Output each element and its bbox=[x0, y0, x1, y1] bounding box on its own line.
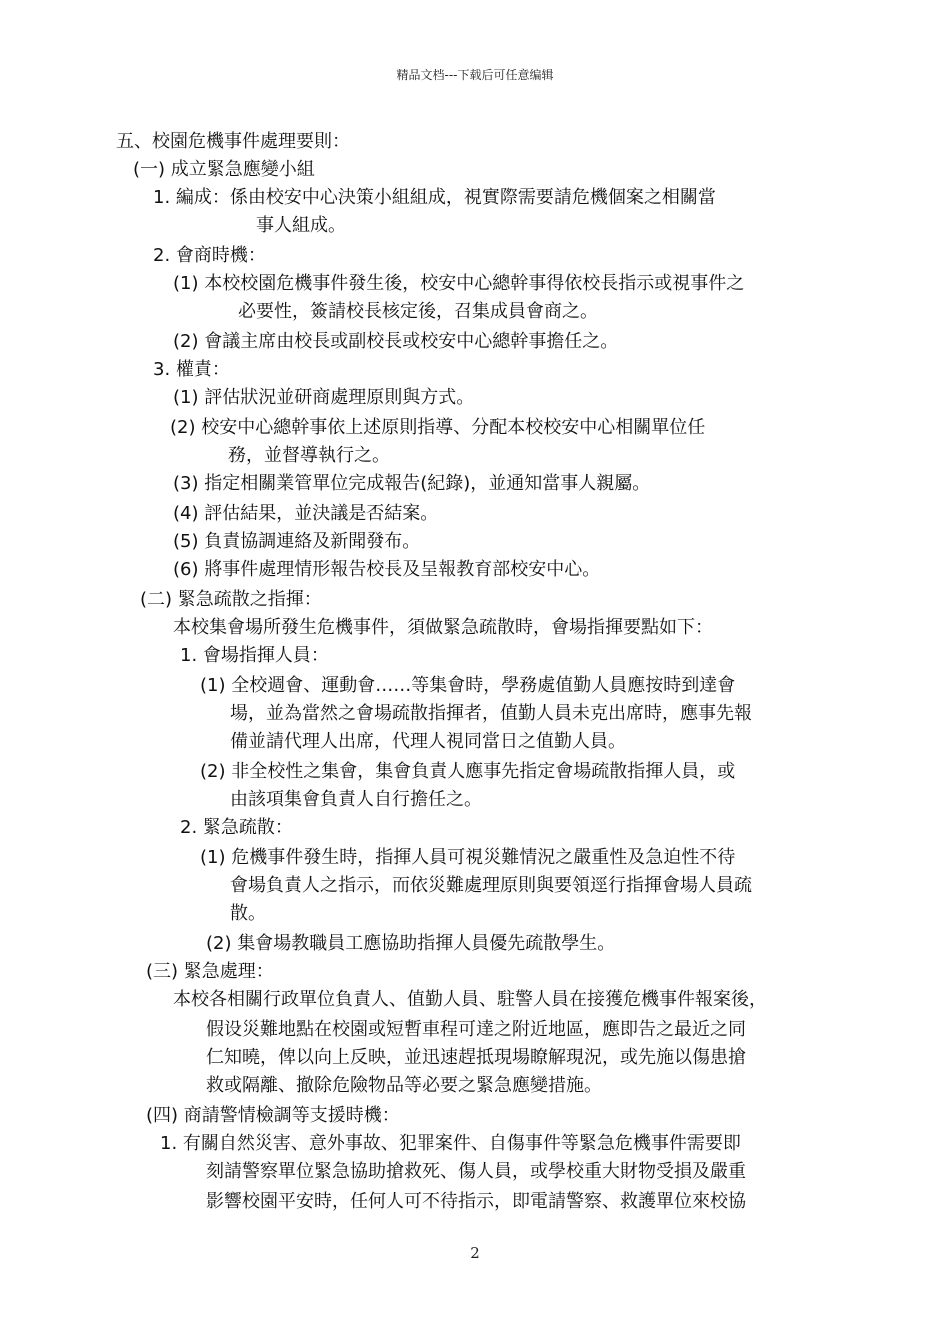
text-line: 備並請代理人出席，代理人視同當日之值勤人員。 bbox=[230, 731, 626, 752]
text-line: (2) 集會場教職員工應協助指揮人員優先疏散學生。 bbox=[206, 933, 616, 954]
text-line: 場，並為當然之會場疏散指揮者，值勤人員未克出席時，應事先報 bbox=[230, 703, 752, 724]
text-line: 本校集會場所發生危機事件，須做緊急疏散時，會場指揮要點如下： bbox=[173, 617, 713, 638]
text-line: (1) 全校週會、運動會……等集會時，學務處值勤人員應按時到達會 bbox=[200, 675, 736, 696]
text-line: 散。 bbox=[230, 903, 266, 924]
text-line: (5) 負責協調連絡及新聞發布。 bbox=[173, 531, 421, 552]
page-header: 精品文档---下载后可任意编辑 bbox=[396, 68, 554, 82]
text-line: 影響校園平安時，任何人可不待指示，即電請警察、救護單位來校協 bbox=[206, 1191, 746, 1212]
text-line: 1. 有關自然災害、意外事故、犯罪案件、自傷事件等緊急危機事件需要即 bbox=[160, 1133, 741, 1154]
text-line: 刻請警察單位緊急協助搶救死、傷人員，或學校重大財物受損及嚴重 bbox=[206, 1161, 746, 1182]
text-line: 1. 編成：係由校安中心決策小組組成，視實際需要請危機個案之相關當 bbox=[153, 187, 716, 208]
text-line: 3. 權責： bbox=[153, 359, 230, 380]
text-line: (6) 將事件處理情形報告校長及呈報教育部校安中心。 bbox=[173, 559, 601, 580]
section-heading: 五、校園危機事件處理要則： bbox=[116, 131, 350, 152]
text-line: 事人組成。 bbox=[256, 215, 346, 236]
text-line: (3) 指定相關業管單位完成報告(紀錄)，並通知當事人親屬。 bbox=[173, 473, 651, 494]
text-line: (2) 校安中心總幹事依上述原則指導、分配本校校安中心相關單位任 bbox=[170, 417, 706, 438]
text-line: 由該項集會負責人自行擔任之。 bbox=[230, 789, 482, 810]
text-line: (4) 評估結果，並決議是否結案。 bbox=[173, 503, 439, 524]
subsection-heading: (一) 成立緊急應變小組 bbox=[133, 159, 315, 180]
text-line: (1) 本校校園危機事件發生後，校安中心總幹事得依校長指示或視事件之 bbox=[173, 273, 745, 294]
text-line: (2) 非全校性之集會，集會負責人應事先指定會場疏散指揮人員，或 bbox=[200, 761, 736, 782]
text-line: (2) 會議主席由校長或副校長或校安中心總幹事擔任之。 bbox=[173, 331, 619, 352]
text-line: 假设災難地點在校園或短暫車程可達之附近地區，應即告之最近之同 bbox=[206, 1019, 746, 1040]
text-line: 2. 會商時機： bbox=[153, 245, 266, 266]
text-line: 務，並督導執行之。 bbox=[228, 445, 390, 466]
page-number: 2 bbox=[470, 1244, 480, 1262]
subsection-heading: (三) 緊急處理： bbox=[146, 961, 274, 982]
text-line: (1) 評估狀況並研商處理原則與方式。 bbox=[173, 387, 475, 408]
text-line: 1. 會場指揮人員： bbox=[180, 645, 329, 666]
subsection-heading: (四) 商請警情檢調等支援時機： bbox=[146, 1105, 400, 1126]
text-line: 2. 緊急疏散： bbox=[180, 817, 293, 838]
subsection-heading: (二) 緊急疏散之指揮： bbox=[140, 589, 322, 610]
text-line: 必要性，簽請校長核定後，召集成員會商之。 bbox=[238, 301, 598, 322]
text-line: 本校各相關行政單位負責人、值勤人員、駐警人員在接獲危機事件報案後， bbox=[173, 989, 767, 1010]
text-line: 會場負責人之指示，而依災難處理原則與要領逕行指揮會場人員疏 bbox=[230, 875, 752, 896]
text-line: (1) 危機事件發生時，指揮人員可視災難情況之嚴重性及急迫性不待 bbox=[200, 847, 736, 868]
text-line: 仁知曉，俾以向上反映，並迅速趕抵現場瞭解現況，或先施以傷患搶 bbox=[206, 1047, 746, 1068]
text-line: 救或隔離、撤除危險物品等必要之緊急應變措施。 bbox=[206, 1075, 602, 1096]
